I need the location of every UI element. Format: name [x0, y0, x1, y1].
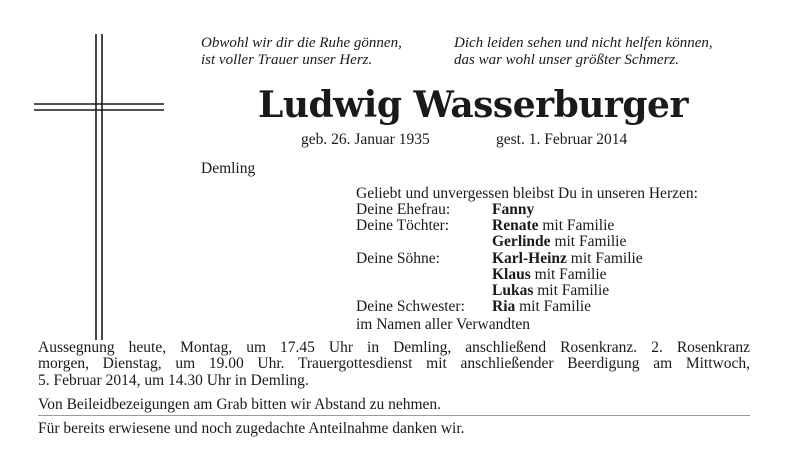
deceased-name: Ludwig Wasserburger: [258, 84, 688, 126]
verse-left: [201, 35, 402, 69]
verse-left-line: ist voller Trauer unser Herz.: [201, 52, 373, 68]
verse-right: [454, 35, 713, 69]
mourner-suffix: mit Familie: [533, 281, 610, 299]
service-details: [38, 340, 750, 389]
mourners-heading: Geliebt und unvergessen bleibst Du in unseren Herzen:: [356, 185, 698, 202]
mourner-name: Gerlinde: [492, 233, 551, 251]
mourner-name: Ria: [492, 298, 516, 316]
mourner-suffix: mit Familie: [566, 249, 643, 267]
mourner-suffix: mit Familie: [550, 233, 627, 251]
mourner-name: Karl-Heinz: [492, 249, 567, 267]
mourner-name: Lukas: [492, 281, 534, 299]
service-details-line: morgen, Dienstag, um 19.00 Uhr. Trauergottesdienst mit anschließender Beerdigung am Mittwoch,: [38, 355, 750, 373]
verse-right-line: das war wohl unser größter Schmerz.: [454, 52, 680, 68]
mourner-relation: Deine Ehefrau:: [356, 201, 451, 218]
mourner-relation: Deine Schwester:: [356, 298, 465, 316]
service-details-line: Aussegnung heute, Montag, um 17.45 Uhr in Demling, anschließend Rosenkranz. 2. Rosenkranz: [38, 339, 750, 356]
mourner-suffix: mit Familie: [530, 265, 607, 283]
mourner-name: Klaus: [492, 265, 531, 283]
verse-right-line: Dich leiden sehen und nicht helfen können,: [454, 35, 713, 51]
divider: [38, 415, 750, 416]
closing-line: im Namen aller Verwandten: [356, 316, 531, 333]
place-name: Demling: [201, 160, 256, 177]
mourner-relation: Deine Töchter:: [356, 217, 450, 235]
mourner-suffix: mit Familie: [515, 298, 592, 316]
service-details-line: 5. Februar 2014, um 14.30 Uhr in Demling.: [38, 371, 309, 389]
thanks-line: Für bereits erwiesene und noch zugedachte Anteilnahme danken wir.: [38, 420, 465, 437]
mourner-relation: Deine Söhne:: [356, 249, 440, 267]
mourner-suffix: mit Familie: [538, 217, 615, 235]
mourner-name: Renate: [492, 217, 539, 235]
cross-icon: [34, 34, 164, 340]
condolence-request: Von Beileidbezeigungen am Grab bitten wir Abstand zu nehmen.: [38, 396, 442, 413]
mourner-name: Fanny: [492, 201, 535, 218]
death-date: gest. 1. Februar 2014: [496, 131, 628, 148]
verse-left-line: Obwohl wir dir die Ruhe gönnen,: [201, 35, 402, 51]
birth-date: geb. 26. Januar 1935: [301, 131, 430, 148]
